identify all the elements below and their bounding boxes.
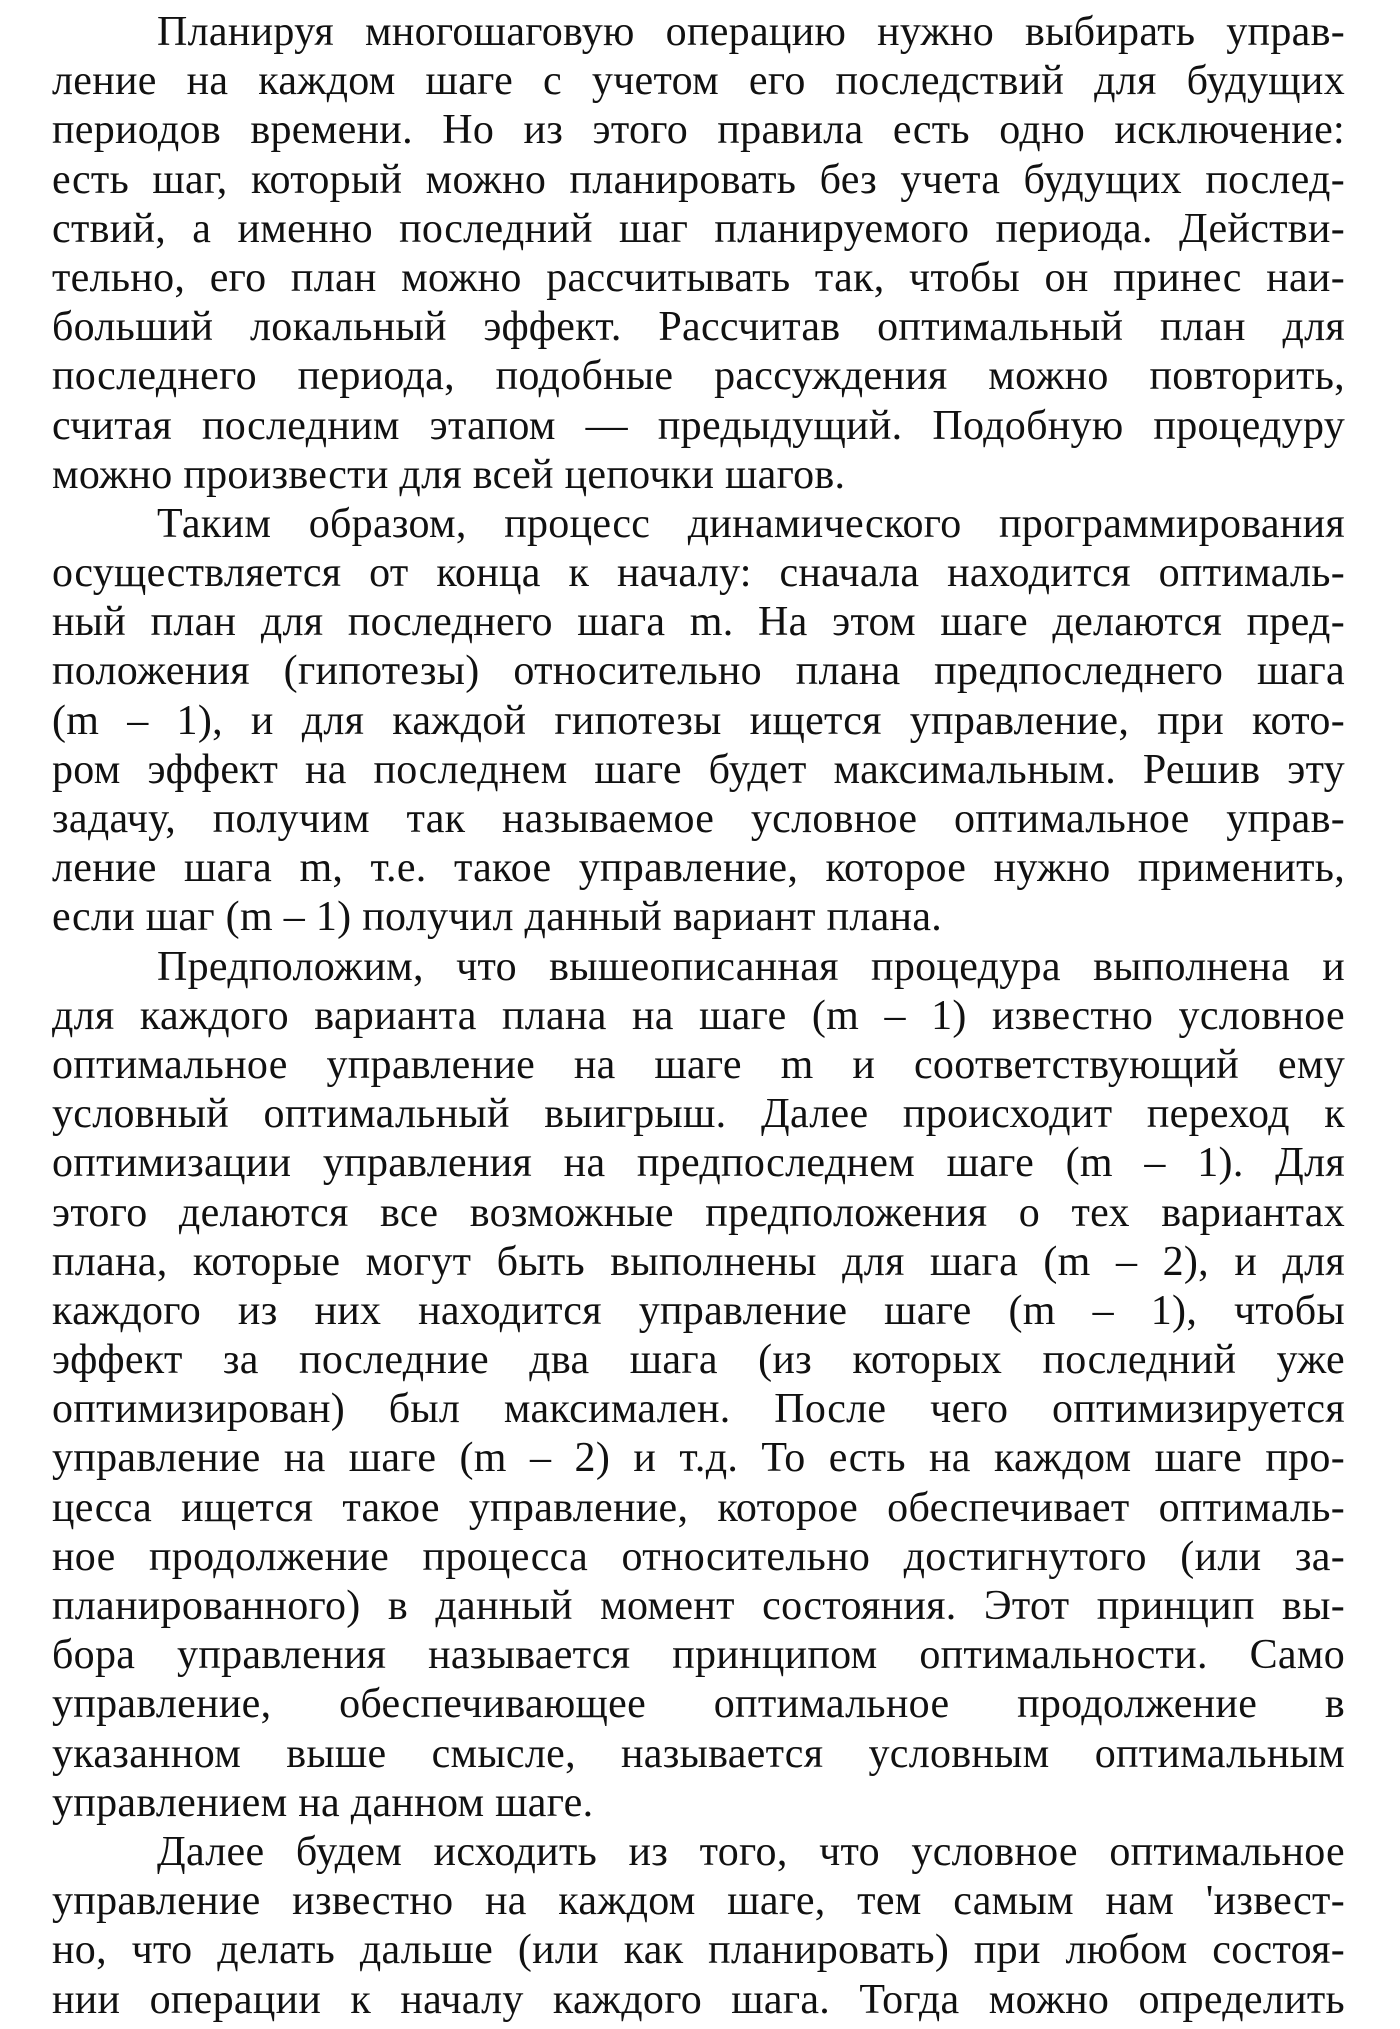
- text-line: управление на шаге (m – 2) и т.д. То есть на каждом шаге про-: [52, 1435, 1345, 1482]
- text-line: (m – 1), и для каждой гипотезы ищется управление, при кото-: [52, 697, 1345, 744]
- text-line: периодов времени. Но из этого правила есть одно исключение:: [52, 107, 1345, 154]
- text-line: Планируя многошаговую операцию нужно выбирать управ-: [157, 9, 1345, 55]
- text-line: управлением на данном шаге.: [52, 1779, 594, 1826]
- paragraph-1: [52, 8, 1345, 500]
- text-line: больший локальный эффект. Рассчитав оптимальный план для: [52, 304, 1345, 351]
- text-line: планированного) в данный момент состояния. Этот принцип вы-: [52, 1583, 1345, 1629]
- text-line: эффект за последние два шага (из которых последний уже: [52, 1337, 1345, 1384]
- text-line: тельно, его план можно рассчитывать так, чтобы он принес наи-: [52, 254, 1345, 301]
- text-line: каждого из них находится управление шаге (m – 1), чтобы: [52, 1287, 1345, 1334]
- text-line: считая последним этапом — предыдущий. Подобную процедуру: [52, 402, 1345, 449]
- text-line: если шаг (m – 1) получил данный вариант плана.: [52, 894, 943, 941]
- text-line: ром эффект на последнем шаге будет максимальным. Решив эту: [52, 746, 1345, 793]
- text-line: положения (гипотезы) относительно плана предпоследнего шага: [52, 648, 1345, 695]
- text-line: оптимизирован) был максимален. После чего оптимизируется: [52, 1386, 1345, 1433]
- text-line: можно произвести для всей цепочки шагов.: [52, 451, 846, 498]
- text-line: управление, обеспечивающее оптимальное продолжение в: [52, 1681, 1345, 1728]
- text-line: ление на каждом шаге с учетом его последствий для будущих: [52, 58, 1345, 105]
- text-line: ный план для последнего шага m. На этом шаге делаются пред-: [52, 599, 1345, 646]
- paragraph-3: [52, 943, 1345, 1828]
- text-line: для каждого варианта плана на шаге (m – 1) известно условное: [52, 992, 1345, 1039]
- text-line: осуществляется от конца к началу: сначала находится оптималь-: [52, 550, 1345, 597]
- text-line: бора управления называется принципом оптимальности. Само: [52, 1632, 1345, 1679]
- text-line: ствий, а именно последний шаг планируемого периода. Действи-: [52, 205, 1345, 252]
- text-line: цесса ищется такое управление, которое обеспечивает оптималь-: [52, 1484, 1345, 1531]
- paragraph-2: [52, 500, 1345, 943]
- text-line: оптимальное управление на шаге m и соответствующий ему: [52, 1041, 1345, 1088]
- text-line: плана, которые могут быть выполнены для шага (m – 2), и для: [52, 1238, 1345, 1285]
- text-line: но, что делать дальше (или как планировать) при любом состоя-: [52, 1927, 1345, 1974]
- text-line: ное продолжение процесса относительно достигнутого (или за-: [52, 1533, 1345, 1580]
- text-line: Предположим, что вышеописанная процедура выполнена и: [157, 943, 1345, 990]
- text-line: последнего периода, подобные рассуждения можно повторить,: [52, 353, 1345, 400]
- document-page: [52, 8, 1345, 2025]
- text-line: есть шаг, который можно планировать без учета будущих послед-: [52, 156, 1345, 203]
- text-line: управление известно на каждом шаге, тем самым нам 'извест-: [52, 1878, 1345, 1925]
- text-line: нии операции к началу каждого шага. Тогда можно определить: [52, 1976, 1345, 2023]
- text-line: задачу, получим так называемое условное оптимальное управ-: [52, 796, 1345, 842]
- paragraph-4: [52, 1828, 1345, 2025]
- text-line: ление шага m, т.е. такое управление, которое нужно применить,: [52, 845, 1345, 892]
- text-line: Далее будем исходить из того, что условное оптимальное: [157, 1828, 1345, 1875]
- text-line: условный оптимальный выигрыш. Далее происходит переход к: [52, 1091, 1345, 1138]
- text-line: указанном выше смысле, называется условным оптимальным: [52, 1730, 1345, 1777]
- text-line: Таким образом, процесс динамического программирования: [157, 500, 1345, 547]
- text-line: этого делаются все возможные предположения о тех вариантах: [52, 1189, 1345, 1236]
- text-line: оптимизации управления на предпоследнем шаге (m – 1). Для: [52, 1140, 1345, 1187]
